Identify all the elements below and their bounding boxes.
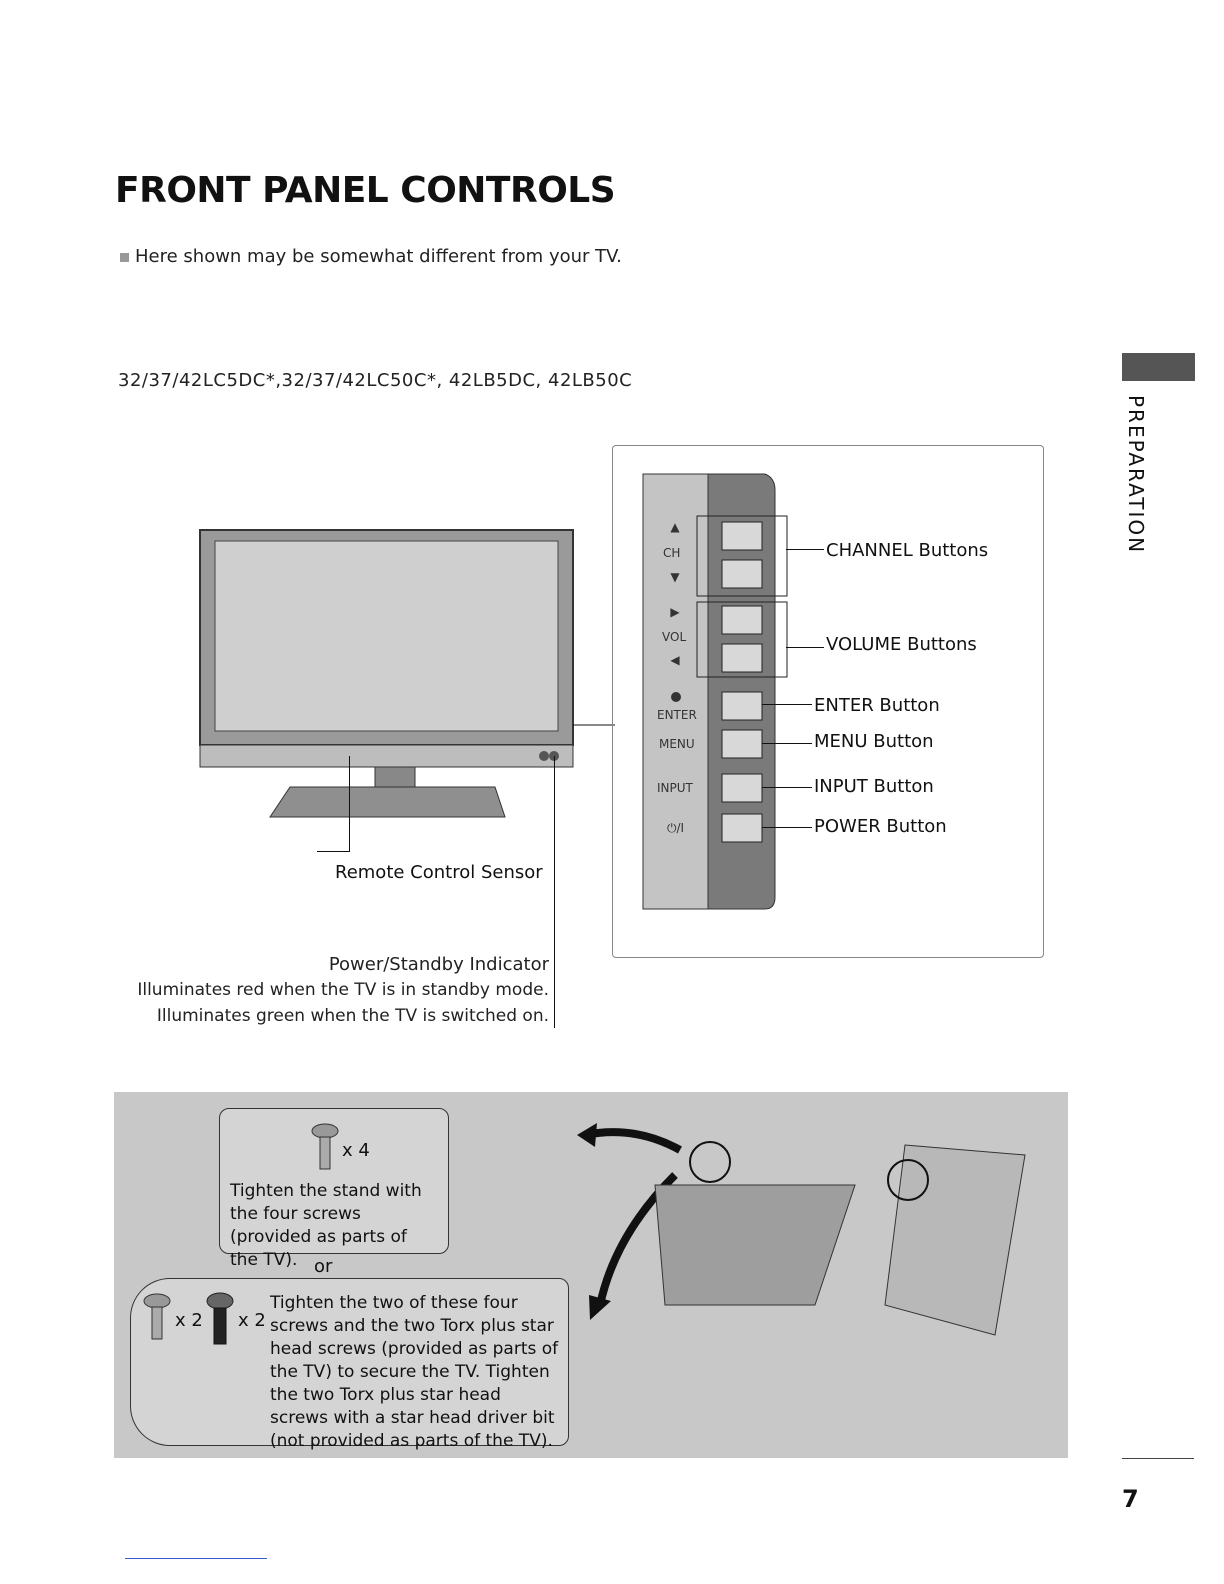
menu-button-label: MENU Button [814, 731, 934, 752]
svg-text:◀: ◀ [670, 653, 680, 667]
note-text [120, 246, 622, 267]
svg-text:▼: ▼ [670, 570, 680, 584]
indicator-line-red: Illuminates red when the TV is in standby mode. [137, 980, 549, 1000]
vol-marking: VOL [662, 630, 687, 644]
menu-marking: MENU [659, 737, 695, 751]
power-leader [762, 827, 812, 828]
or-label: or [314, 1256, 333, 1277]
input-button-label: INPUT Button [814, 776, 934, 797]
indicator-line-green: Illuminates green when the TV is switched on. [156, 1006, 549, 1026]
svg-text:▶: ▶ [670, 605, 680, 619]
svg-text:▲: ▲ [670, 520, 680, 534]
stand-diagram [575, 1105, 1045, 1445]
remote-sensor-dot [539, 751, 549, 761]
remote-sensor-label: Remote Control Sensor [335, 862, 543, 883]
section-tab-marker [1122, 353, 1195, 381]
sensor-leader-vertical [349, 756, 350, 851]
tv-neck [375, 767, 415, 787]
indicator-leader [554, 756, 555, 1028]
page-rule [1122, 1458, 1194, 1459]
torx-screw-icon [205, 1292, 235, 1348]
tv-screen [215, 541, 558, 731]
screw-icon [310, 1122, 340, 1172]
page-title: FRONT PANEL CONTROLS [115, 170, 616, 211]
input-leader [762, 787, 812, 788]
input-marking: INPUT [657, 781, 693, 795]
instruction-b: Tighten the two of these four screws and the two Torx plus star head screws (provided as parts of the TV) to secure the TV. Tighten the two Torx plus star head screws with a star head driver bit (not provided as parts of the TV). [270, 1293, 559, 1451]
channel-leader [786, 549, 824, 550]
instruction-a: Tighten the stand with the four screws (provided as parts of the TV). [230, 1181, 422, 1270]
channel-buttons-label: CHANNEL Buttons [826, 540, 989, 561]
control-panel-illustration [640, 472, 790, 912]
volume-buttons-label: VOLUME Buttons [826, 634, 977, 655]
power-button-label: POWER Button [814, 816, 947, 837]
tv-speaker-bar [200, 745, 573, 767]
footer-line [125, 1558, 267, 1559]
indicator-title: Power/Standby Indicator [328, 954, 549, 975]
page-number: 7 [1122, 1485, 1139, 1513]
note-label: Here shown may be somewhat different from your TV. [135, 246, 622, 267]
menu-leader [762, 743, 812, 744]
enter-button-label: ENTER Button [814, 695, 940, 716]
sensor-leader-horizontal [317, 851, 350, 852]
bullet-square-icon [120, 253, 129, 262]
screw-count-b1: x 2 [175, 1310, 203, 1331]
screw-count-b2: x 2 [238, 1310, 266, 1331]
enter-leader [762, 704, 812, 705]
model-list: 32/37/42LC5DC*,32/37/42LC50C*, 42LB5DC, 42LB50C [118, 370, 633, 391]
tv-stand-base [270, 787, 505, 817]
power-marking: ⏻/I [667, 821, 685, 835]
section-tab-label: PREPARATION [1124, 395, 1148, 555]
volume-leader [786, 647, 824, 648]
tv-illustration [195, 525, 615, 825]
screw-icon-small [142, 1292, 172, 1344]
enter-marking: ENTER [657, 708, 697, 722]
ch-marking: CH [663, 546, 681, 560]
screw-count-a: x 4 [342, 1140, 370, 1161]
